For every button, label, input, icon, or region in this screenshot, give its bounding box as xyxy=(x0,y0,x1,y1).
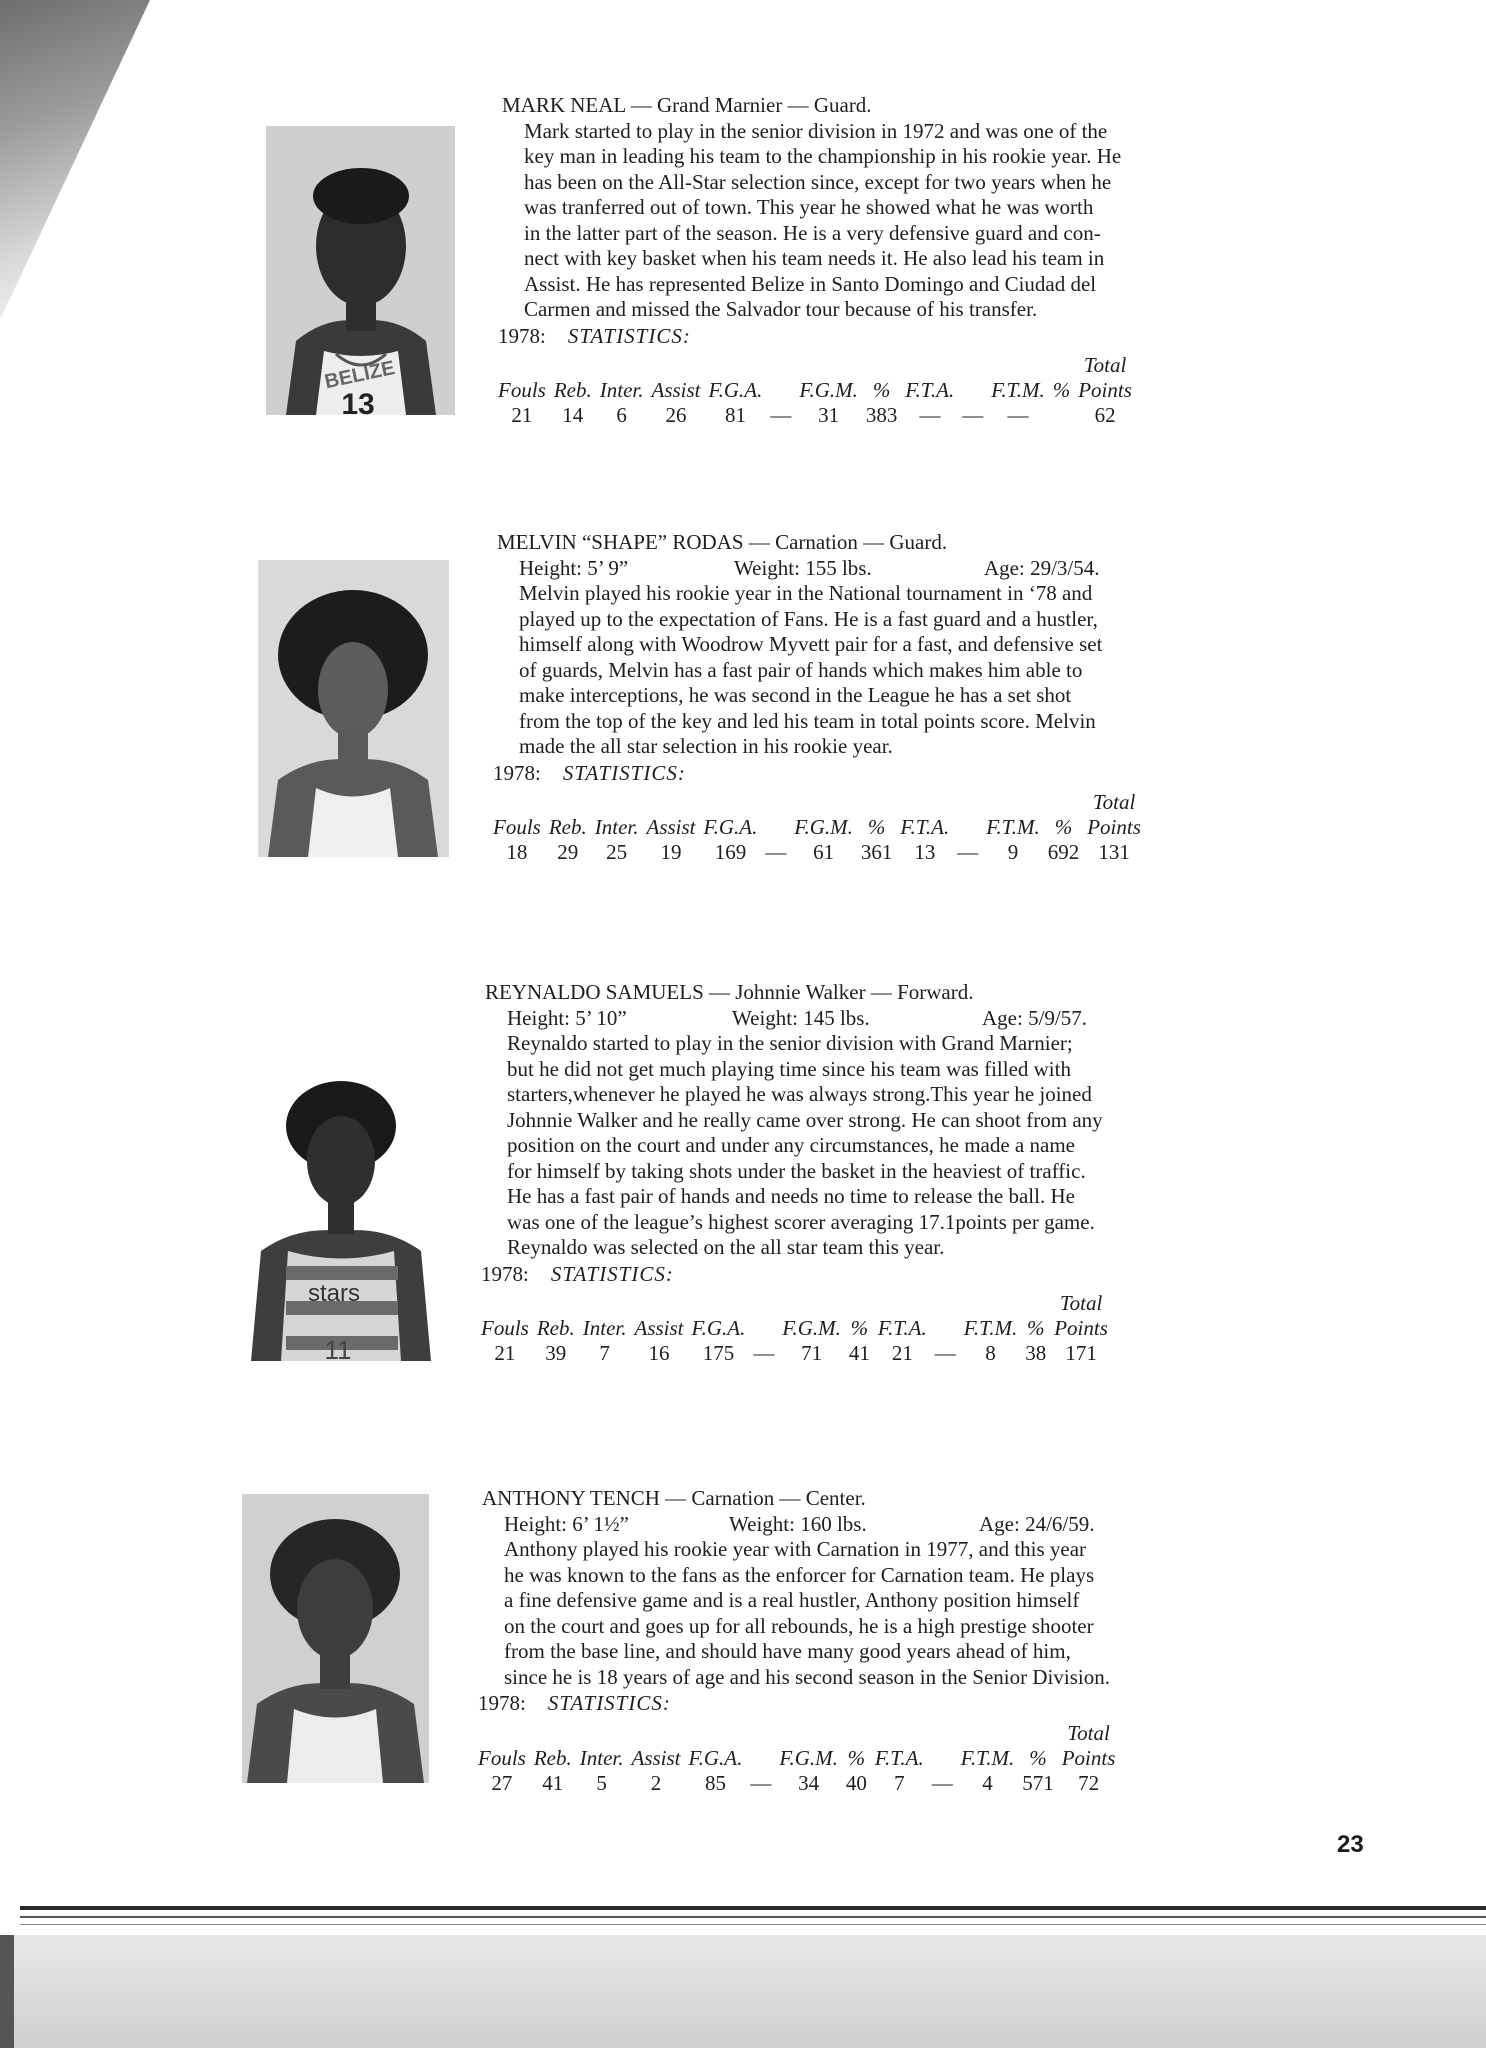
player-weight: Weight: 145 lbs. xyxy=(732,1005,870,1030)
scan-edge-shadow xyxy=(0,1935,14,2048)
stats-title: STATISTICS: xyxy=(562,760,686,785)
stats-value: 18 xyxy=(506,840,528,864)
player-heading: REYNALDO SAMUELS — Johnnie Walker — Forward. xyxy=(485,980,974,1004)
stats-year: 1978: xyxy=(481,1261,529,1286)
player-age: Age: 5/9/57. xyxy=(982,1005,1087,1030)
stats-header: Reb. xyxy=(553,378,592,402)
stats-header-total: Total xyxy=(1083,353,1127,377)
bio-line: position on the court and under any circumstances, he made a name xyxy=(507,1133,1075,1157)
stats-header: F.T.M. xyxy=(991,378,1045,402)
stats-header xyxy=(931,1316,960,1341)
stats-header: F.T.M. xyxy=(963,1316,1018,1340)
stats-title: STATISTICS: xyxy=(567,323,691,348)
bio-line: key man in leading his team to the championship in his rookie year. He xyxy=(524,144,1122,168)
player-photo-anthony-tench xyxy=(242,1494,429,1783)
stats-value: — xyxy=(753,1341,775,1365)
scan-background xyxy=(0,1935,1486,2048)
bio-line: Reynaldo was selected on the all star team this year. xyxy=(507,1235,945,1259)
stats-value: — xyxy=(765,840,787,864)
stats-table xyxy=(494,353,1136,428)
bio-line: he was known to the fans as the enforcer for Carnation team. He plays xyxy=(504,1562,1095,1587)
stats-value: 85 xyxy=(704,1770,726,1795)
stats-header: Points xyxy=(1078,378,1132,402)
player-height: Height: 5’ 10” xyxy=(507,1005,627,1030)
stats-header: Assist xyxy=(631,1745,681,1770)
stats-value: 7 xyxy=(894,1770,905,1795)
bio-line: played up to the expectation of Fans. He is a fast guard and a hustler, xyxy=(519,606,1098,631)
stats-value: 31 xyxy=(818,403,840,427)
stats-header: Assist xyxy=(646,815,696,839)
stats-header: Inter. xyxy=(599,378,644,402)
stats-value: 62 xyxy=(1094,403,1116,427)
stats-value: — xyxy=(962,403,984,427)
stats-value: 25 xyxy=(606,840,628,864)
player-photo-reynaldo-samuels xyxy=(246,1071,436,1361)
stats-value: 71 xyxy=(801,1341,823,1365)
bio-line: make interceptions, he was second in the League he has a set shot xyxy=(519,683,1072,707)
bio-line: nect with key basket when his team needs it. He also lead his team in xyxy=(524,246,1105,270)
stats-value: 29 xyxy=(557,840,579,864)
player-age: Age: 29/3/54. xyxy=(984,555,1100,580)
bio-line: but he did not get much playing time since his team was filled with xyxy=(507,1056,1071,1081)
jersey-number: 13 xyxy=(341,388,375,415)
stats-value: 26 xyxy=(665,403,687,427)
stats-value: 7 xyxy=(599,1341,610,1365)
stats-year: 1978: xyxy=(498,323,546,348)
stats-value: — xyxy=(750,1770,772,1795)
stats-header: F.T.A. xyxy=(900,815,950,839)
bio-line: for himself by taking shots under the basket in the heaviest of traffic. xyxy=(507,1158,1086,1183)
stats-value: — xyxy=(919,403,941,427)
stats-value: 61 xyxy=(813,840,835,864)
stats-label xyxy=(498,324,1136,350)
player-photo-melvin-rodas xyxy=(258,560,449,857)
player-measurements xyxy=(482,1512,1119,1538)
stats-header: Inter. xyxy=(582,1316,627,1340)
bio-line: Mark started to play in the senior division in 1972 and was one of the xyxy=(524,118,1108,143)
player-entry xyxy=(498,93,1136,428)
stats-header: F.G.M. xyxy=(779,1745,838,1770)
stats-header xyxy=(749,1316,778,1341)
stats-label xyxy=(481,1262,1112,1288)
stats-year: 1978: xyxy=(493,760,541,785)
player-height: Height: 6’ 1½” xyxy=(504,1511,629,1536)
stats-header: F.T.M. xyxy=(960,1745,1015,1770)
bio-line: of guards, Melvin has a fast pair of hands which makes him able to xyxy=(519,657,1083,682)
player-measurements xyxy=(497,556,1145,582)
stats-header: F.G.M. xyxy=(794,815,853,839)
stats-header: Points xyxy=(1061,1745,1116,1770)
stats-header xyxy=(958,378,987,403)
stats-value xyxy=(1049,403,1075,428)
stats-header: F.T.A. xyxy=(905,378,955,402)
stats-value: 692 xyxy=(1047,840,1080,864)
player-photo-mark-neal xyxy=(266,126,455,415)
stats-value: 19 xyxy=(660,840,682,864)
stats-header: % xyxy=(1029,1745,1047,1770)
stats-header: % xyxy=(1054,815,1073,839)
stats-value: 41 xyxy=(848,1341,870,1365)
stats-value: 14 xyxy=(562,403,584,427)
bio-line: since he is 18 years of age and his second season in the Senior Division. xyxy=(504,1664,1110,1689)
stats-value: — xyxy=(1007,403,1029,427)
player-entry xyxy=(481,980,1112,1366)
stats-header: % xyxy=(1052,378,1071,402)
bio-line: Melvin played his rookie year in the National tournament in ‘78 and xyxy=(519,581,1093,605)
stats-value: 175 xyxy=(702,1341,735,1365)
stats-header-total: Total xyxy=(1059,1291,1103,1315)
stats-header: % xyxy=(847,1745,866,1770)
stats-header: F.G.A. xyxy=(708,378,763,402)
stats-header: Assist xyxy=(651,378,701,402)
stats-value: 5 xyxy=(596,1770,607,1795)
stats-value: 72 xyxy=(1078,1770,1100,1795)
stats-value: — xyxy=(934,1341,956,1365)
stats-value: 16 xyxy=(648,1341,670,1365)
bio-line: from the top of the key and led his team in total points score. Melvin xyxy=(519,708,1096,733)
player-weight: Weight: 160 lbs. xyxy=(729,1511,867,1536)
stats-value: 81 xyxy=(724,403,746,427)
stats-value: 21 xyxy=(891,1341,913,1365)
stats-header: F.T.A. xyxy=(874,1745,924,1770)
bio-line: from the base line, and should have many good years ahead of him, xyxy=(504,1639,1071,1663)
stats-value: 41 xyxy=(542,1770,564,1795)
bio-line: Reynaldo started to play in the senior division with Grand Marnier; xyxy=(507,1031,1073,1055)
bio-line: Anthony played his rookie year with Carnation in 1977, and this year xyxy=(504,1537,1087,1561)
bio-line: himself along with Woodrow Myvett pair for a fast, and defensive set xyxy=(519,632,1103,656)
stats-value: 8 xyxy=(985,1341,996,1365)
stats-header: F.T.A. xyxy=(877,1316,927,1340)
stats-title: STATISTICS: xyxy=(550,1261,674,1286)
stats-header: Reb. xyxy=(548,815,587,839)
stats-header: F.G.A. xyxy=(691,1316,746,1340)
stats-value: 9 xyxy=(1007,840,1019,864)
stats-header xyxy=(761,815,790,840)
stats-header: % xyxy=(850,1316,869,1340)
bio-line: was one of the league’s highest scorer averaging 17.1points per game. xyxy=(507,1209,1095,1234)
bio-line: made the all star selection in his rookie year. xyxy=(519,734,893,758)
stats-header: % xyxy=(867,815,886,839)
stats-header: Inter. xyxy=(579,1745,624,1770)
bio-line: was tranferred out of town. This year he showed what he was worth xyxy=(524,195,1094,219)
stats-header: Points xyxy=(1087,815,1141,839)
bio-line: on the court and goes up for all rebounds, he is a high prestige shooter xyxy=(504,1613,1094,1638)
stats-header: Assist xyxy=(634,1316,684,1340)
bio-line: a fine defensive game and is a real hustler, Anthony position himself xyxy=(504,1588,1080,1612)
stats-header: F.G.M. xyxy=(782,1316,841,1340)
stats-header: Fouls xyxy=(481,1316,529,1340)
stats-header-total: Total xyxy=(1092,790,1136,814)
stats-header: Reb. xyxy=(536,1316,575,1340)
stats-header: F.G.A. xyxy=(703,815,758,839)
stats-value: 27 xyxy=(491,1770,513,1795)
stats-value: 2 xyxy=(650,1770,662,1795)
stats-table xyxy=(474,1721,1119,1796)
stats-value: — xyxy=(770,403,792,427)
stats-header: F.G.M. xyxy=(799,378,858,402)
player-heading: ANTHONY TENCH — Carnation — Center. xyxy=(482,1486,866,1510)
stats-label xyxy=(493,761,1145,787)
stats-value: 21 xyxy=(511,403,533,427)
page-corner-fold xyxy=(0,0,150,320)
stats-header: Inter. xyxy=(594,815,639,839)
stats-header: Fouls xyxy=(498,378,546,402)
jersey-lettering: stars xyxy=(307,1280,361,1307)
stats-value: 169 xyxy=(714,840,747,864)
stats-table xyxy=(489,790,1145,865)
stats-value: 13 xyxy=(914,840,936,864)
bio-line: Carmen and missed the Salvador tour because of his transfer. xyxy=(524,297,1038,321)
stats-value: 40 xyxy=(845,1770,867,1795)
stats-header: Points xyxy=(1054,1316,1108,1340)
stats-header: Fouls xyxy=(493,815,541,839)
stats-header: Reb. xyxy=(533,1745,572,1770)
stats-header: % xyxy=(1026,1316,1045,1340)
stats-value: 131 xyxy=(1098,840,1130,864)
stats-value: 34 xyxy=(798,1770,820,1795)
stats-value: 6 xyxy=(616,403,627,427)
player-entry xyxy=(478,1486,1119,1796)
bio-line: starters,whenever he played he was always strong.This year he joined xyxy=(507,1082,1092,1106)
stats-value: 21 xyxy=(494,1341,516,1365)
stats-value: — xyxy=(931,1770,953,1795)
stats-value: 39 xyxy=(545,1341,567,1365)
stats-title: STATISTICS: xyxy=(547,1691,671,1715)
stats-value: 571 xyxy=(1022,1770,1054,1795)
stats-value: 4 xyxy=(982,1770,993,1795)
page-number: 23 xyxy=(1337,1831,1364,1858)
player-entry xyxy=(493,530,1145,865)
bio-line: He has a fast pair of hands and needs no time to release the ball. He xyxy=(507,1184,1075,1208)
player-height: Height: 5’ 9” xyxy=(519,555,629,580)
stats-table xyxy=(477,1291,1112,1366)
stats-value: 361 xyxy=(860,840,893,864)
bio-line: Johnnie Walker and he really came over strong. He can shoot from any xyxy=(507,1107,1103,1132)
stats-header: % xyxy=(872,378,891,402)
stats-header: F.T.M. xyxy=(986,815,1040,839)
stats-header xyxy=(766,378,795,403)
stats-header xyxy=(746,1746,775,1771)
stats-value: 383 xyxy=(865,403,898,427)
stats-header-total: Total xyxy=(1067,1720,1110,1745)
player-heading: MARK NEAL — Grand Marnier — Guard. xyxy=(502,93,872,117)
bio-line: has been on the All-Star selection since, except for two years when he xyxy=(524,169,1112,194)
jersey-lettering: BELIZE xyxy=(322,356,397,394)
stats-header: Fouls xyxy=(478,1745,526,1770)
stats-value: 38 xyxy=(1025,1341,1047,1365)
player-age: Age: 24/6/59. xyxy=(979,1511,1095,1536)
stats-year: 1978: xyxy=(478,1691,526,1715)
page-edge-rule xyxy=(20,1906,1486,1910)
stats-value: 171 xyxy=(1065,1341,1097,1365)
bio-line: Assist. He has represented Belize in Santo Domingo and Ciudad del xyxy=(524,271,1097,296)
stats-header: F.G.A. xyxy=(688,1745,743,1770)
stats-label xyxy=(478,1691,1119,1717)
player-measurements xyxy=(485,1006,1112,1032)
bio-line: in the latter part of the season. He is a very defensive guard and con- xyxy=(524,220,1101,245)
stats-header xyxy=(953,815,982,840)
jersey-number: 11 xyxy=(324,1335,352,1361)
stats-header xyxy=(928,1746,957,1771)
page-edge-rule xyxy=(20,1924,1486,1925)
player-heading: MELVIN “SHAPE” RODAS — Carnation — Guard. xyxy=(497,530,948,554)
page-edge-rule xyxy=(20,1916,1486,1918)
stats-value: — xyxy=(957,840,979,864)
player-weight: Weight: 155 lbs. xyxy=(734,555,872,580)
